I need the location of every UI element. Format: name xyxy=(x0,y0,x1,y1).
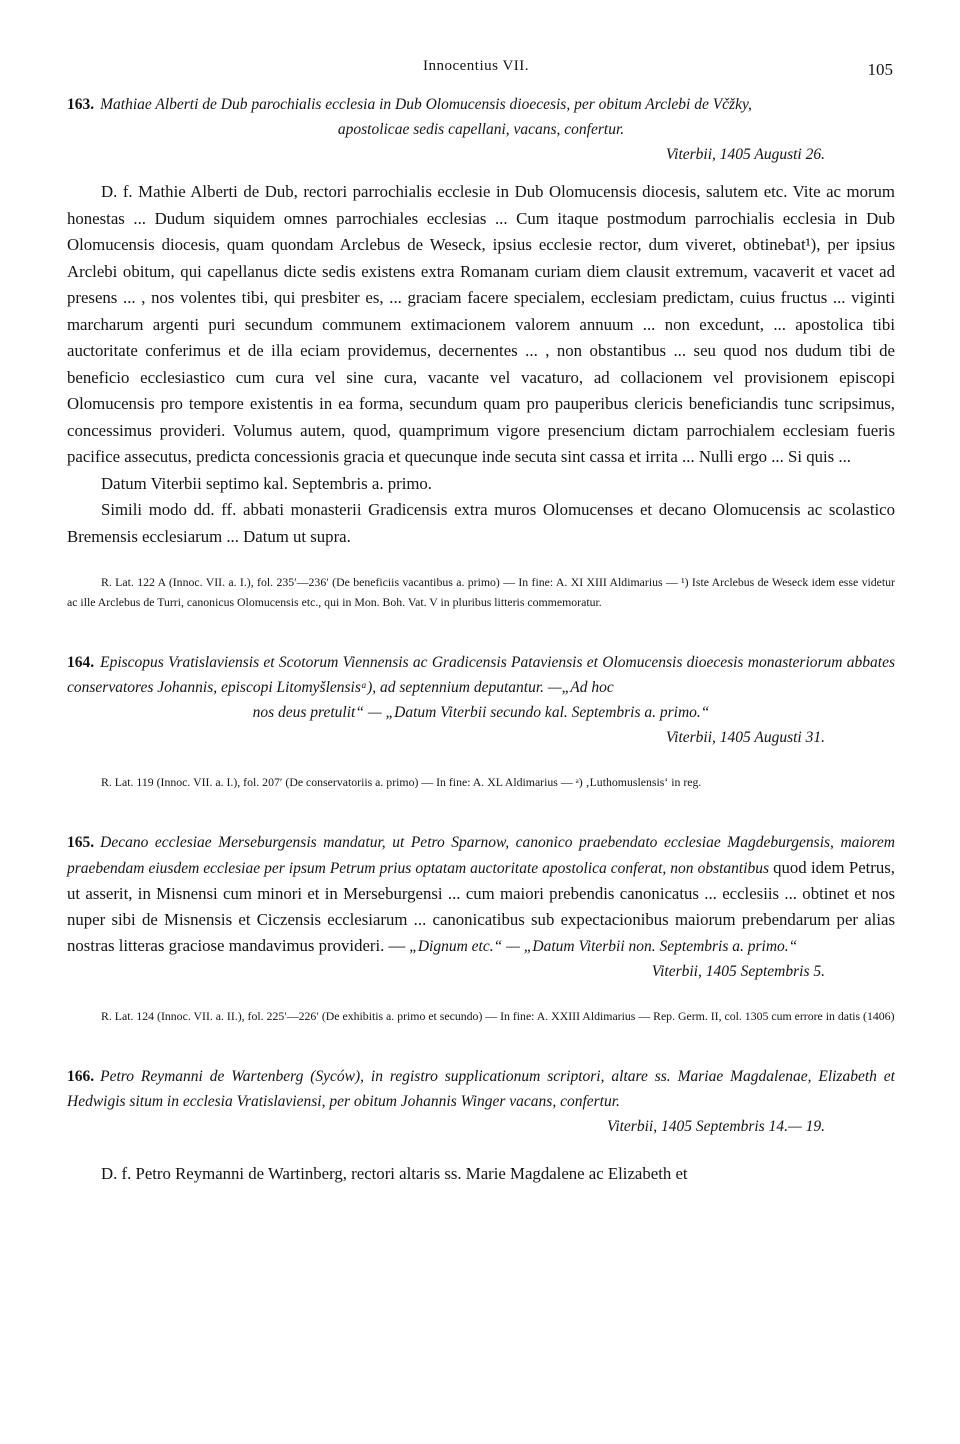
entry-heading-continuation: nos deus pretulit“ — „Datum Viterbii secundo kal. Septembris a. primo.“ xyxy=(252,704,710,721)
entry-note: R. Lat. 124 (Innoc. VII. a. II.), fol. 225′—226′ (De exhibitis a. primo et secundo) — In fine: A. XXIII Aldimarius — Rep. Germ. II, col. 1305 cum errore in datis (1406) xyxy=(101,1009,895,1023)
entry-heading-roman: quod idem Petrus, ut asserit, in Misnensi cum minori et in Merseburgensi ... cum maiori prebendis canonicatus ... ecclesiis ... obtinet et nos nuper sibi de Misnensis et Ciczensis ecclesiarum ... canonicatibus sub expectacionibus maiorum prebendarum per alias nostras litteras graciose mandavimus provideri. — xyxy=(67,858,896,955)
entry-165 xyxy=(67,830,895,1026)
entry-164 xyxy=(67,650,895,792)
entry-number: 163. xyxy=(67,96,95,113)
entry-date: Viterbii, 1405 Septembris 5. xyxy=(651,963,825,980)
entry-heading xyxy=(67,92,895,117)
page-number: 105 xyxy=(867,60,893,79)
entry-number: 164. xyxy=(67,654,95,671)
entry-body xyxy=(67,1161,895,1188)
entry-datum: Datum Viterbii septimo kal. Septembris a. primo. xyxy=(101,473,432,493)
entry-heading-text: Episcopus Vratislaviensis et Scotorum Viennensis ac Gradicensis Pataviensis et Olomucensis dioecesis monasteriorum abbates conservatores Johannis, episcopi Litomyšlensisᵃ), ad septennium deputantur. —„Ad hoc xyxy=(67,654,895,696)
running-title: Innocentius VII. xyxy=(423,58,530,74)
entry-heading xyxy=(67,830,895,959)
entry-number: 165. xyxy=(67,834,95,851)
entry-text: D. f. Petro Reymanni de Wartinberg, rectori altaris ss. Marie Magdalene ac Elizabeth et xyxy=(101,1164,688,1183)
entry-heading xyxy=(67,650,895,700)
entry-simili: Simili modo dd. ff. abbati monasterii Gradicensis extra muros Olomucenses et decano Olomucensis ac scolastico Bremensis ecclesiarum ... Datum ut supra. xyxy=(67,500,895,546)
entry-heading-text: Petro Reymanni de Wartenberg (Syców), in registro supplicationum scriptori, altare ss. Mariae Magdalenae, Elizabeth et Hedwigis situm in ecclesia Vratislaviensi, per obitum Johannis Winger vacans, confertur. xyxy=(67,1068,895,1110)
entry-163 xyxy=(67,92,895,612)
entry-date: Viterbii, 1405 Septembris 14.— 19. xyxy=(607,1118,825,1135)
entry-heading-continuation: apostolicae sedis capellani, vacans, confertur. xyxy=(337,121,625,138)
entry-date: Viterbii, 1405 Augusti 26. xyxy=(665,146,825,163)
entry-166 xyxy=(67,1064,895,1188)
entry-note: R. Lat. 122 A (Innoc. VII. a. I.), fol. 235′—236′ (De beneficiis vacantibus a. primo) — In fine: A. XI XIII Aldimarius — ¹) Iste Arclebus de Weseck idem esse videtur ac ille Arclebus de Turri, canonicus Olomucensis etc., qui in Mon. Boh. Vat. V in pluribus litteris commemoratur. xyxy=(67,575,895,609)
entry-heading-tail: „Dignum etc.“ — „Datum Viterbii non. Septembris a. primo.“ xyxy=(409,938,798,955)
entry-date: Viterbii, 1405 Augusti 31. xyxy=(665,729,825,746)
entry-note: R. Lat. 119 (Innoc. VII. a. I.), fol. 207′ (De conservatoriis a. primo) — In fine: A. XL Aldimarius — ᵃ) ‚Luthomuslensis‘ in reg. xyxy=(101,775,702,789)
page-header xyxy=(67,58,895,92)
entry-number: 166. xyxy=(67,1068,95,1085)
entry-body xyxy=(67,179,895,550)
entry-text: D. f. Mathie Alberti de Dub, rectori parrochialis ecclesie in Dub Olomucensis diocesis, salutem etc. Vite ac morum honestas ... Dudum siquidem omnes parrochiales ecclesias ... Cum itaque postmodum parrochialis ecclesia in Dub Olomucensis diocesis, quam quondam Arclebus de Weseck, ipsius ecclesie rector, dum viveret, obtinebat¹), per ipsius Arclebi obitum, qui capellanus dicte sedis existens extra Romanam curiam diem clausit extremum, vacaverit et vacet ad presens ... , nos volentes tibi, qui presbiter es, ... graciam facere specialem, ecclesiam predictam, cuius fructus ... viginti marcharum argenti puri secundum communem extimacionem valorem annuum ... non excedunt, ... apostolica tibi auctoritate conferimus et de illa eciam providemus, decernentes ... , non obstantibus ... seu quod nos dudum tibi de beneficio ecclesiastico cum cura vel sine cura, vacante vel vacaturo, ad collacionem vel provisionem episcopi Olomucensis pro tempore existentis in ea forma, secundum quam pro pauperibus clericis beneficiandis tunc scripsimus, concessimus provideri. Volumus autem, quod, quamprimum vigore presencium dictam parrochialem ecclesiam fueris pacifice assecutus, predicta concessionis gracia et quecunque inde secuta sint cassa et irrita ... Nulli ergo ... Si quis ... xyxy=(67,182,895,466)
entry-heading-text: Mathiae Alberti de Dub parochialis ecclesia in Dub Olomucensis dioecesis, per obitum Arclebi de Včžky, xyxy=(100,96,752,113)
entry-heading xyxy=(67,1064,895,1114)
entry-heading-text: Decano ecclesiae Merseburgensis mandatur, ut Petro Sparnow, canonico praebendato ecclesiae Magdeburgensis, maiorem praebendam eiusdem ecclesiae per ipsum Petrum prius optatam auctoritate apostolica conferat, non obstantibus xyxy=(67,834,895,877)
document-page xyxy=(67,58,895,1188)
